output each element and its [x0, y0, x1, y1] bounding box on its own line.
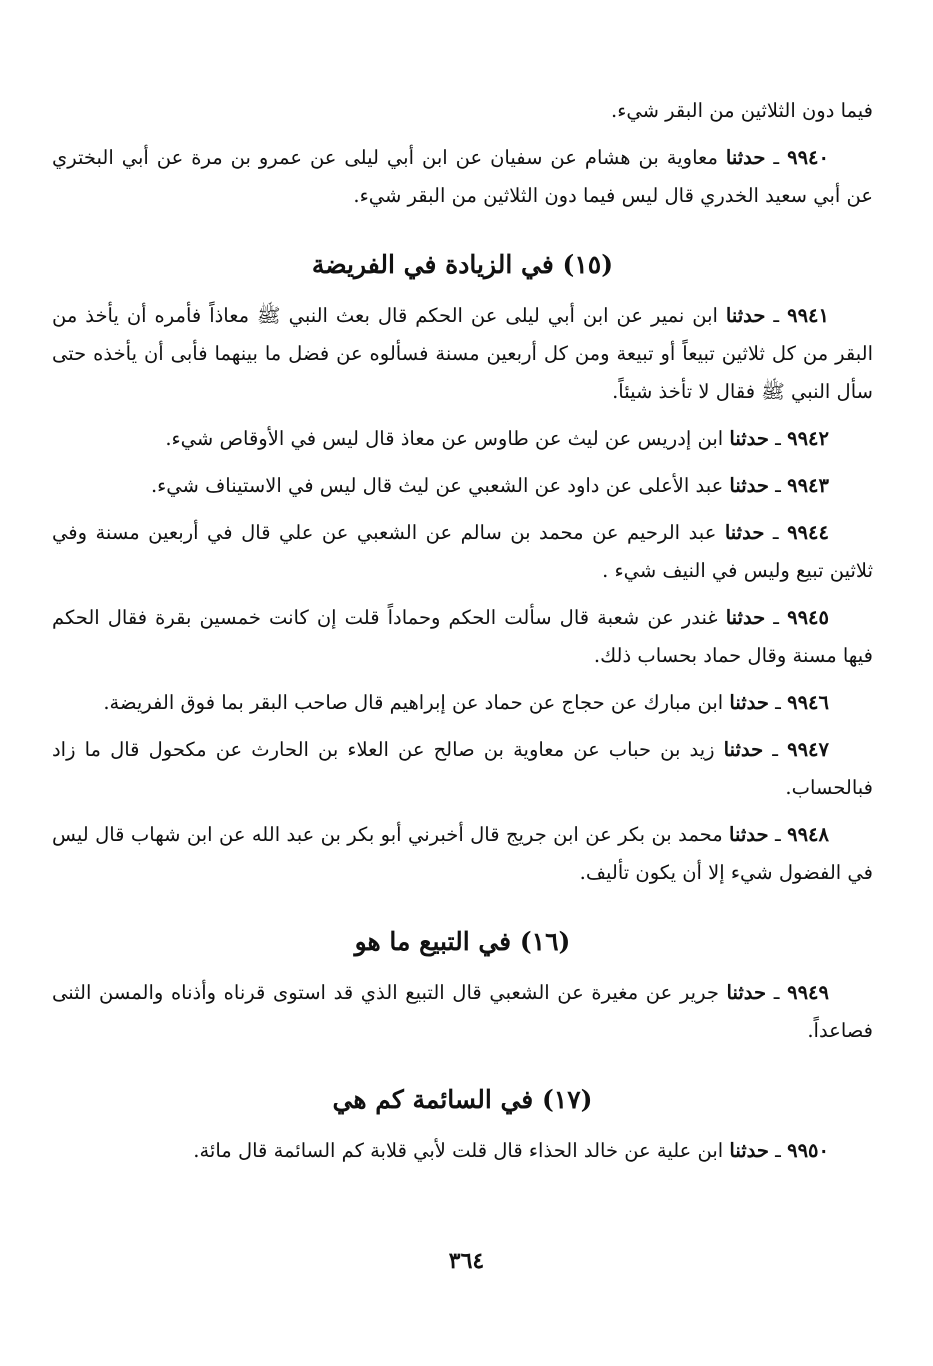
hadith-text: عبد الرحيم عن محمد بن سالم عن الشعبي عن علي قال في أربعين مسنة وفي ثلاثين تبيع وليس في النيف شيء .: [52, 521, 873, 582]
hadith-lead-word: حدثنا: [729, 474, 769, 497]
hadith-paragraph: ٩٩٤٢ ـ حدثنا ابن إدريس عن ليث عن طاوس عن معاذ قال ليس في الأوقاص شيء.: [165, 427, 829, 450]
page-content: [52, 92, 873, 1170]
hadith-number: ٩٩٤٨: [787, 823, 829, 846]
hadith-number: ٩٩٤١: [787, 304, 830, 327]
hadith-lead-word: حدثنا: [729, 1139, 769, 1162]
hadith-text: زيد بن حباب عن معاوية بن صالح عن العلاء بن الحارث عن مكحول قال ما زاد فبالحساب.: [52, 738, 873, 799]
hadith-text: ابن علية عن خالد الحذاء قال قلت لأبي قلابة كم السائمة قال مائة.: [193, 1139, 724, 1162]
hadith-paragraph: ٩٩٤٩ ـ حدثنا جرير عن مغيرة عن الشعبي قال التبيع الذي قد استوى قرناه وأذناه والمسن الثنى فصاعداً.: [52, 981, 873, 1042]
hadith-text: عبد الأعلى عن داود عن الشعبي عن ليث قال ليس في الاستيناف شيء.: [150, 474, 724, 497]
hadith-text: معاوية بن هشام عن سفيان عن ابن أبي ليلى عن عمرو بن مرة عن أبي البختري عن أبي سعيد الخدري قال ليس فيما دون الثلاثين من البقر شيء.: [52, 146, 873, 207]
hadith-number: ٩٩٥٠: [787, 1139, 829, 1162]
hadith-text: ابن نمير عن ابن أبي ليلى عن الحكم قال بعث النبي ﷺ معاذاً فأمره أن يأخذ من البقر من كل ثلاثين تبيعاً أو تبيعة ومن كل أربعين مسنة فسألوه عن فضل ما بينهما فأبى أن يأخذه حتى سأل النبي ﷺ فقال لا تأخذ شيئاً.: [52, 304, 873, 403]
hadith-lead-word: حدثنا: [723, 738, 764, 761]
hadith-text: محمد بن بكر عن ابن جريج قال أخبرني أبو بكر بن عبد الله عن ابن شهاب قال ليس في الفضول شيء إلا أن يكون تأليف.: [52, 823, 873, 884]
hadith-paragraph: ٩٩٤٤ ـ حدثنا عبد الرحيم عن محمد بن سالم عن الشعبي عن علي قال في أربعين مسنة وفي ثلاثين تبيع وليس في النيف شيء .: [52, 521, 873, 582]
hadith-text: ابن مبارك عن حجاج عن حماد عن إبراهيم قال صاحب البقر بما فوق الفريضة.: [103, 691, 724, 714]
hadith-number: ٩٩٤٧: [787, 738, 829, 761]
hadith-text: جرير عن مغيرة عن الشعبي قال التبيع الذي قد استوى قرناه وأذناه والمسن الثنى فصاعداً.: [52, 981, 873, 1042]
hadith-paragraph: ٩٩٤٨ ـ حدثنا محمد بن بكر عن ابن جريج قال أخبرني أبو بكر بن عبد الله عن ابن شهاب قال ليس في الفضول شيء إلا أن يكون تأليف.: [52, 823, 873, 884]
hadith-lead-word: حدثنا: [725, 304, 766, 327]
page-number: ٣٦٤: [448, 1248, 485, 1274]
hadith-lead-word: حدثنا: [726, 981, 767, 1004]
hadith-lead-word: حدثنا: [725, 146, 766, 169]
hadith-number: ٩٩٤٦: [787, 691, 829, 714]
hadith-paragraph: [52, 92, 873, 130]
hadith-paragraph: ٩٩٤٠ ـ حدثنا معاوية بن هشام عن سفيان عن ابن أبي ليلى عن عمرو بن مرة عن أبي البختري عن أبي سعيد الخدري قال ليس فيما دون الثلاثين من البقر شيء.: [52, 146, 873, 207]
hadith-lead-word: حدثنا: [725, 606, 766, 629]
hadith-paragraph: ٩٩٤٥ ـ حدثنا غندر عن شعبة قال سألت الحكم وحماداً قلت إن كانت خمسين بقرة فقال الحكم فيها مسنة وقال حماد بحساب ذلك.: [52, 606, 873, 667]
hadith-paragraph: ٩٩٤٧ ـ حدثنا زيد بن حباب عن معاوية بن صالح عن العلاء بن الحارث عن مكحول قال ما زاد فبالحساب.: [52, 738, 873, 799]
hadith-number: ٩٩٤٢: [787, 427, 829, 450]
hadith-text: غندر عن شعبة قال سألت الحكم وحماداً قلت إن كانت خمسين بقرة فقال الحكم فيها مسنة وقال حماد بحساب ذلك.: [52, 606, 873, 667]
hadith-number: ٩٩٤٠: [787, 146, 829, 169]
hadith-paragraph: ٩٩٤٦ ـ حدثنا ابن مبارك عن حجاج عن حماد عن إبراهيم قال صاحب البقر بما فوق الفريضة.: [103, 691, 829, 714]
hadith-paragraph: ٩٩٥٠ ـ حدثنا ابن علية عن خالد الحذاء قال قلت لأبي قلابة كم السائمة قال مائة.: [193, 1139, 829, 1162]
hadith-paragraph: ٩٩٤٣ ـ حدثنا عبد الأعلى عن داود عن الشعبي عن ليث قال ليس في الاستيناف شيء.: [150, 474, 829, 497]
hadith-text: ابن إدريس عن ليث عن طاوس عن معاذ قال ليس في الأوقاص شيء.: [165, 427, 724, 450]
hadith-lead-word: حدثنا: [729, 427, 769, 450]
hadith-lead-word: حدثنا: [729, 823, 769, 846]
hadith-number: ٩٩٤٩: [787, 981, 829, 1004]
hadith-paragraph: ٩٩٤١ ـ حدثنا ابن نمير عن ابن أبي ليلى عن الحكم قال بعث النبي ﷺ معاذاً فأمره أن يأخذ من البقر من كل ثلاثين تبيعاً أو تبيعة ومن كل أربعين مسنة فسألوه عن فضل ما بينهما فأبى أن يأخذه حتى سأل النبي ﷺ فقال لا تأخذ شيئاً.: [52, 304, 873, 403]
hadith-number: ٩٩٤٤: [787, 521, 829, 544]
hadith-lead-word: حدثنا: [729, 691, 769, 714]
section-title: (١٧) في السائمة كم هي: [332, 1085, 593, 1114]
hadith-number: ٩٩٤٣: [787, 474, 829, 497]
section-title: (١٦) في التبيع ما هو: [354, 927, 571, 956]
hadith-lead-word: حدثنا: [724, 521, 765, 544]
hadith-text: فيما دون الثلاثين من البقر شيء.: [611, 99, 873, 122]
section-title: (١٥) في الزيادة في الفريضة: [311, 250, 614, 279]
hadith-number: ٩٩٤٥: [787, 606, 829, 629]
